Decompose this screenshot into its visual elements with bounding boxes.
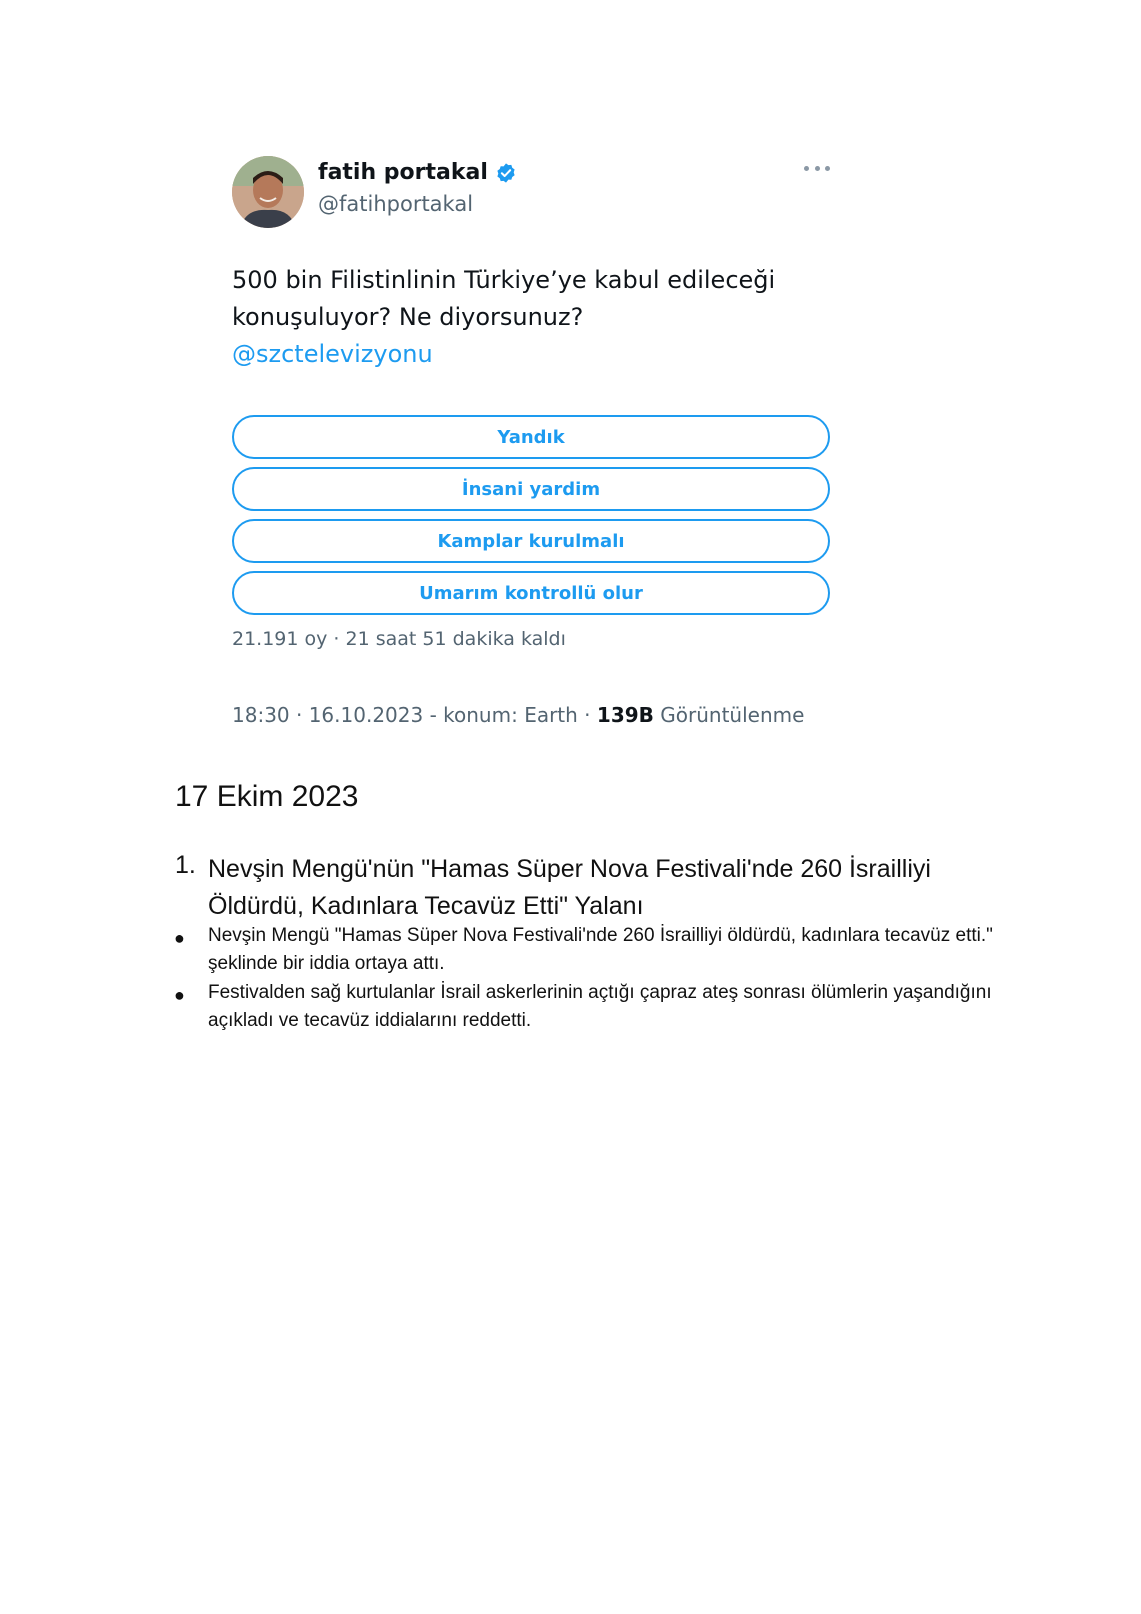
list-item-title: Nevşin Mengü'nün "Hamas Süper Nova Festivali'nde 260 İsrailliyi Öldürdü, Kadınlara Tecavüz Etti" Yalanı xyxy=(208,855,931,920)
tweet-timestamp-location[interactable]: 18:30 · 16.10.2023 - konum: Earth · xyxy=(232,703,597,727)
poll-option-4[interactable]: Umarım kontrollü olur xyxy=(232,571,830,615)
bullet-text-2: Festivalden sağ kurtulanlar İsrail askerlerinin açtığı çapraz ateş sonrası ölümlerin yaşandığını açıkladı ve tecavüz iddialarını reddetti. xyxy=(208,982,992,1031)
tweet-metadata xyxy=(232,703,804,727)
list-item-number: 1. xyxy=(175,851,196,879)
poll xyxy=(232,415,830,623)
tweet-text-line2: konuşuluyor? Ne diyorsunuz? xyxy=(232,303,584,331)
tweet-text xyxy=(232,262,830,373)
bullet-icon: ● xyxy=(174,985,185,1005)
bullet-icon: ● xyxy=(174,928,185,948)
verified-badge-icon xyxy=(495,162,517,184)
poll-option-1[interactable]: Yandık xyxy=(232,415,830,459)
author-handle[interactable]: @fatihportakal xyxy=(318,192,474,216)
avatar[interactable] xyxy=(232,156,304,228)
more-options-icon[interactable] xyxy=(804,162,830,174)
poll-option-2[interactable]: İnsani yardim xyxy=(232,467,830,511)
poll-option-3[interactable]: Kamplar kurulmalı xyxy=(232,519,830,563)
section-date: 17 Ekim 2023 xyxy=(175,780,359,813)
views-count: 139B xyxy=(596,703,654,727)
bullet-text-1: Nevşin Mengü "Hamas Süper Nova Festivali'nde 260 İsrailliyi öldürdü, kadınlara tecavüz etti." şeklinde bir iddia ortaya attı. xyxy=(208,925,993,974)
avatar-photo-icon xyxy=(232,156,304,228)
author-name[interactable]: fatih portakal xyxy=(318,160,488,185)
mention-link[interactable]: @szctelevizyonu xyxy=(232,340,433,368)
tweet-text-line1: 500 bin Filistinlinin Türkiye’ye kabul edileceği xyxy=(232,266,776,294)
views-label: Görüntülenme xyxy=(653,703,805,727)
author-name-row xyxy=(318,160,517,185)
poll-status: 21.191 oy · 21 saat 51 dakika kaldı xyxy=(232,628,566,650)
